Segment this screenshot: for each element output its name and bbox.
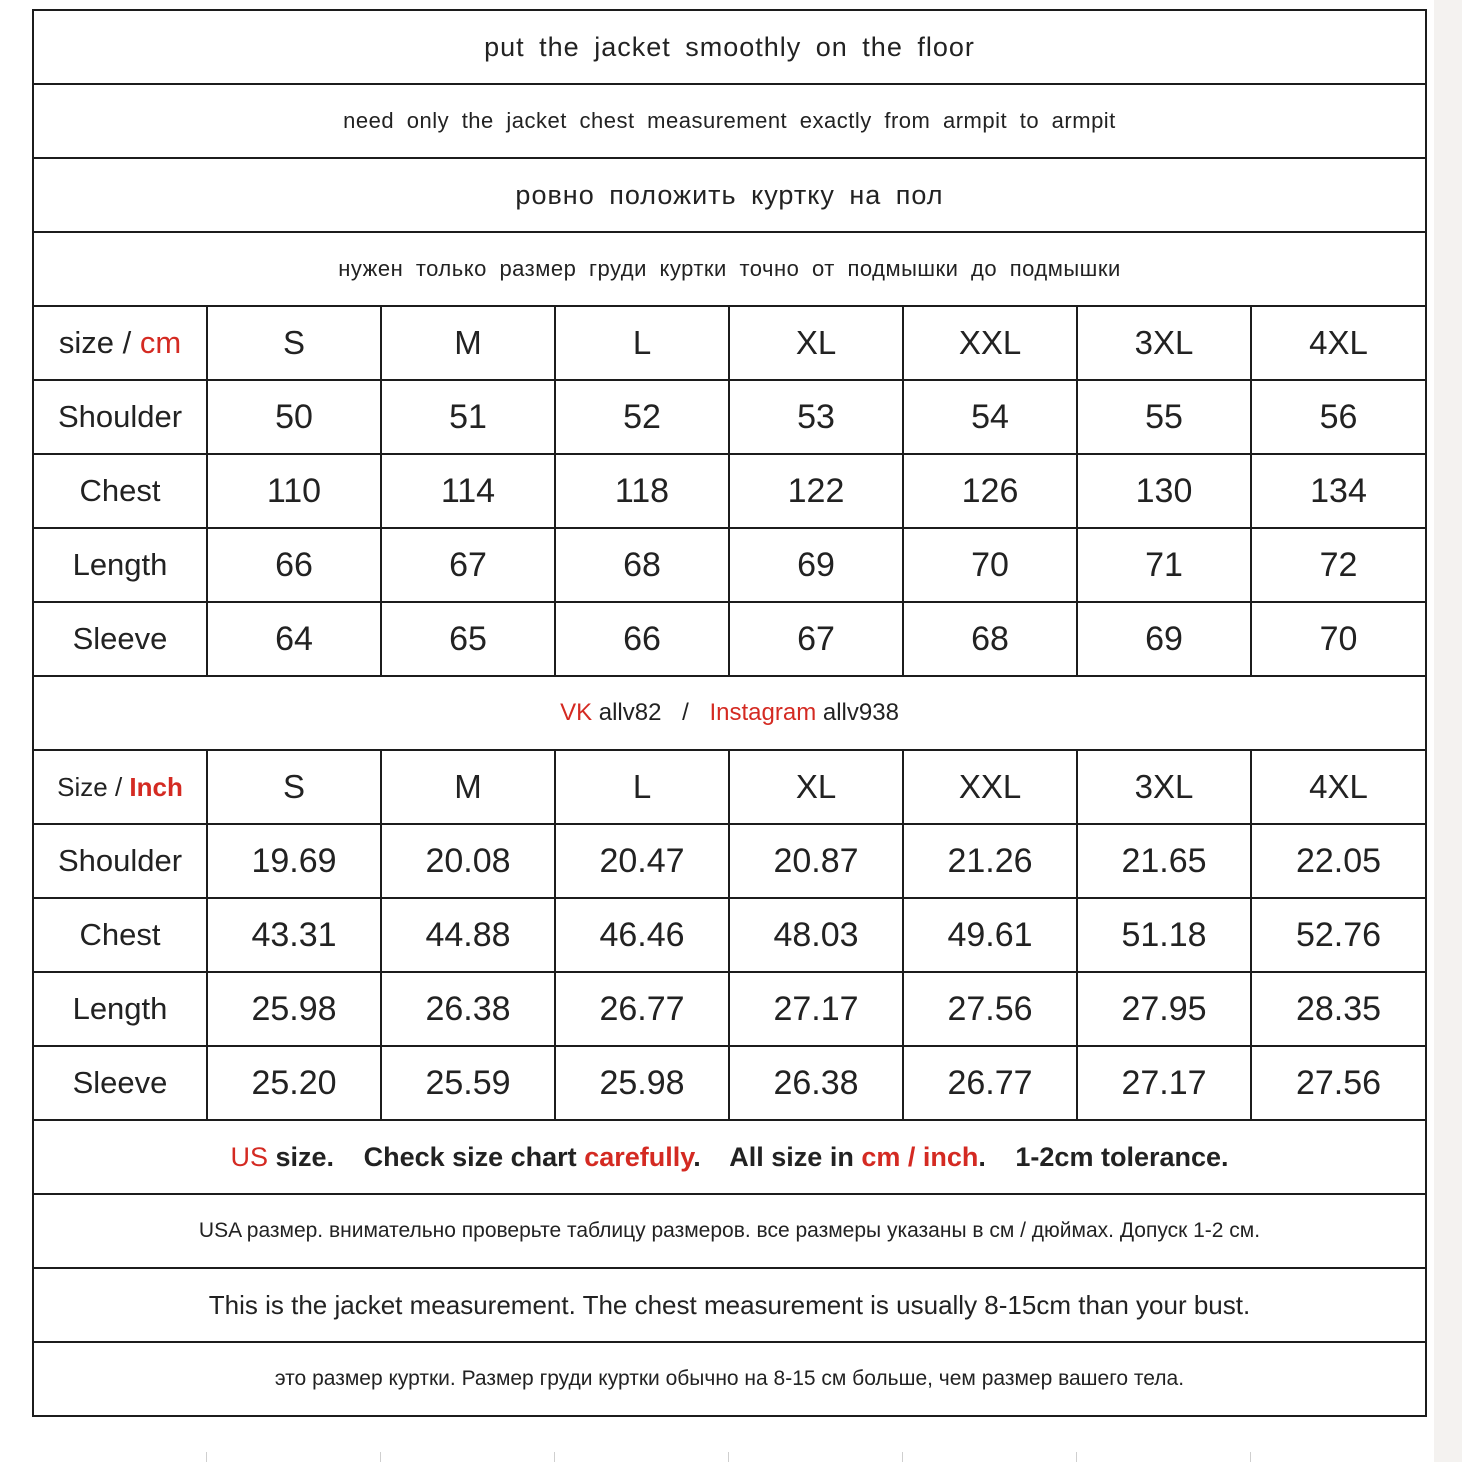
table-cell: 28.35 xyxy=(1251,972,1426,1046)
social-row xyxy=(33,676,1426,750)
table-cell: 66 xyxy=(207,528,381,602)
table-cell: 48.03 xyxy=(729,898,903,972)
instruction-en-1: put the jacket smoothly on the floor xyxy=(33,10,1426,84)
table-cell: 64 xyxy=(207,602,381,676)
table-cell: 53 xyxy=(729,380,903,454)
table-cell: 22.05 xyxy=(1251,824,1426,898)
cm-header-label-a: size / xyxy=(58,325,132,360)
table-cell: 67 xyxy=(381,528,555,602)
banner-row-4 xyxy=(33,232,1426,306)
table-cell: 46.46 xyxy=(555,898,729,972)
table-cell: 134 xyxy=(1251,454,1426,528)
units-text: cm / inch xyxy=(861,1141,979,1172)
inch-size-L: L xyxy=(555,750,729,824)
inch-row-shoulder xyxy=(33,824,1426,898)
cm-size-M: M xyxy=(381,306,555,380)
table-cell: 110 xyxy=(207,454,381,528)
table-cell: 26.77 xyxy=(903,1046,1077,1120)
table-cell: 50 xyxy=(207,380,381,454)
table-cell: 70 xyxy=(1251,602,1426,676)
table-cell: 43.31 xyxy=(207,898,381,972)
table-cell: 122 xyxy=(729,454,903,528)
table-cell: 27.95 xyxy=(1077,972,1251,1046)
row-label: Shoulder xyxy=(33,380,207,454)
social-separator: / xyxy=(682,699,689,726)
cm-size-3XL: 3XL xyxy=(1077,306,1251,380)
table-cell: 114 xyxy=(381,454,555,528)
table-cell: 118 xyxy=(555,454,729,528)
banner-row-1 xyxy=(33,10,1426,84)
table-cell: 69 xyxy=(729,528,903,602)
row-label: Shoulder xyxy=(33,824,207,898)
inch-row-sleeve xyxy=(33,1046,1426,1120)
cm-size-S: S xyxy=(207,306,381,380)
cm-size-L: L xyxy=(555,306,729,380)
vk-label: VK xyxy=(560,699,593,726)
inch-header-label-a: Size / xyxy=(57,771,123,802)
table-cell: 21.26 xyxy=(903,824,1077,898)
table-cell: 68 xyxy=(555,528,729,602)
table-cell: 26.38 xyxy=(729,1046,903,1120)
table-cell: 126 xyxy=(903,454,1077,528)
social-handles xyxy=(33,676,1426,750)
table-cell: 26.77 xyxy=(555,972,729,1046)
table-cell: 67 xyxy=(729,602,903,676)
table-cell: 55 xyxy=(1077,380,1251,454)
inch-size-4XL: 4XL xyxy=(1251,750,1426,824)
table-cell: 25.98 xyxy=(207,972,381,1046)
grid-tick xyxy=(206,1452,207,1462)
row-label: Sleeve xyxy=(33,1046,207,1120)
ru-usa-note: USA размер. внимательно проверьте таблицу размеров. все размеры указаны в см / дюймах. Допуск 1-2 см. xyxy=(33,1194,1426,1268)
jacket-measurement-note: This is the jacket measurement. The chest measurement is usually 8-15cm than your bust. xyxy=(33,1268,1426,1342)
inch-row-length xyxy=(33,972,1426,1046)
inch-size-XL: XL xyxy=(729,750,903,824)
table-cell: 68 xyxy=(903,602,1077,676)
inch-header-label xyxy=(33,750,207,824)
table-cell: 25.59 xyxy=(381,1046,555,1120)
inch-size-XXL: XXL xyxy=(903,750,1077,824)
table-cell: 51 xyxy=(381,380,555,454)
table-cell: 44.88 xyxy=(381,898,555,972)
grid-tick xyxy=(1250,1452,1251,1462)
grid-tick xyxy=(1076,1452,1077,1462)
inch-size-S: S xyxy=(207,750,381,824)
note-row-us xyxy=(33,1120,1426,1194)
table-cell: 130 xyxy=(1077,454,1251,528)
ru-jacket-note: это размер куртки. Размер груди куртки обычно на 8-15 см больше, чем размер вашего тела. xyxy=(33,1342,1426,1416)
cm-header-row xyxy=(33,306,1426,380)
cm-size-4XL: 4XL xyxy=(1251,306,1426,380)
row-label: Sleeve xyxy=(33,602,207,676)
tolerance-text: 1-2cm tolerance. xyxy=(1015,1141,1229,1172)
table-cell: 25.98 xyxy=(555,1046,729,1120)
table-cell: 70 xyxy=(903,528,1077,602)
grid-tick xyxy=(728,1452,729,1462)
check-text: Check size chart xyxy=(363,1141,577,1172)
inch-size-M: M xyxy=(381,750,555,824)
us-size-note xyxy=(33,1120,1426,1194)
carefully-text: carefully xyxy=(584,1141,694,1172)
table-cell: 65 xyxy=(381,602,555,676)
table-cell: 20.87 xyxy=(729,824,903,898)
note-row-ru-jacket xyxy=(33,1342,1426,1416)
table-cell: 54 xyxy=(903,380,1077,454)
all-size-text: All size in xyxy=(729,1141,854,1172)
table-cell: 56 xyxy=(1251,380,1426,454)
grid-tick xyxy=(902,1452,903,1462)
us-size-text: size. xyxy=(275,1141,335,1172)
size-chart-table xyxy=(32,9,1427,1417)
instagram-handle: allv938 xyxy=(822,699,899,726)
units-period: . xyxy=(978,1141,986,1172)
inch-header-label-b: Inch xyxy=(129,771,183,802)
table-cell: 72 xyxy=(1251,528,1426,602)
table-cell: 51.18 xyxy=(1077,898,1251,972)
note-row-jacket xyxy=(33,1268,1426,1342)
banner-row-3 xyxy=(33,158,1426,232)
row-label: Chest xyxy=(33,898,207,972)
us-label: US xyxy=(230,1141,268,1172)
table-cell: 19.69 xyxy=(207,824,381,898)
cm-row-chest xyxy=(33,454,1426,528)
table-cell: 49.61 xyxy=(903,898,1077,972)
cm-header-label-b: cm xyxy=(139,325,182,360)
inch-size-3XL: 3XL xyxy=(1077,750,1251,824)
table-cell: 27.56 xyxy=(903,972,1077,1046)
cm-size-XXL: XXL xyxy=(903,306,1077,380)
cm-row-sleeve xyxy=(33,602,1426,676)
row-label: Length xyxy=(33,528,207,602)
table-cell: 71 xyxy=(1077,528,1251,602)
grid-tick xyxy=(554,1452,555,1462)
table-cell: 25.20 xyxy=(207,1046,381,1120)
banner-row-2 xyxy=(33,84,1426,158)
instruction-en-2: need only the jacket chest measurement exactly from armpit to armpit xyxy=(33,84,1426,158)
row-label: Length xyxy=(33,972,207,1046)
table-cell: 27.56 xyxy=(1251,1046,1426,1120)
cm-row-length xyxy=(33,528,1426,602)
cm-size-XL: XL xyxy=(729,306,903,380)
table-cell: 69 xyxy=(1077,602,1251,676)
inch-header-row xyxy=(33,750,1426,824)
note-row-ru-usa xyxy=(33,1194,1426,1268)
table-cell: 20.47 xyxy=(555,824,729,898)
table-cell: 52 xyxy=(555,380,729,454)
instagram-label: Instagram xyxy=(709,699,817,726)
cm-header-label xyxy=(33,306,207,380)
cm-row-shoulder xyxy=(33,380,1426,454)
instruction-ru-1: ровно положить куртку на пол xyxy=(33,158,1426,232)
inch-row-chest xyxy=(33,898,1426,972)
table-cell: 52.76 xyxy=(1251,898,1426,972)
table-cell: 26.38 xyxy=(381,972,555,1046)
table-cell: 21.65 xyxy=(1077,824,1251,898)
vk-handle: allv82 xyxy=(598,699,662,726)
table-cell: 66 xyxy=(555,602,729,676)
table-cell: 27.17 xyxy=(729,972,903,1046)
table-cell: 20.08 xyxy=(381,824,555,898)
grid-tick xyxy=(380,1452,381,1462)
check-period: . xyxy=(693,1141,701,1172)
table-cell: 27.17 xyxy=(1077,1046,1251,1120)
instruction-ru-2: нужен только размер груди куртки точно от подмышки до подмышки xyxy=(33,232,1426,306)
row-label: Chest xyxy=(33,454,207,528)
